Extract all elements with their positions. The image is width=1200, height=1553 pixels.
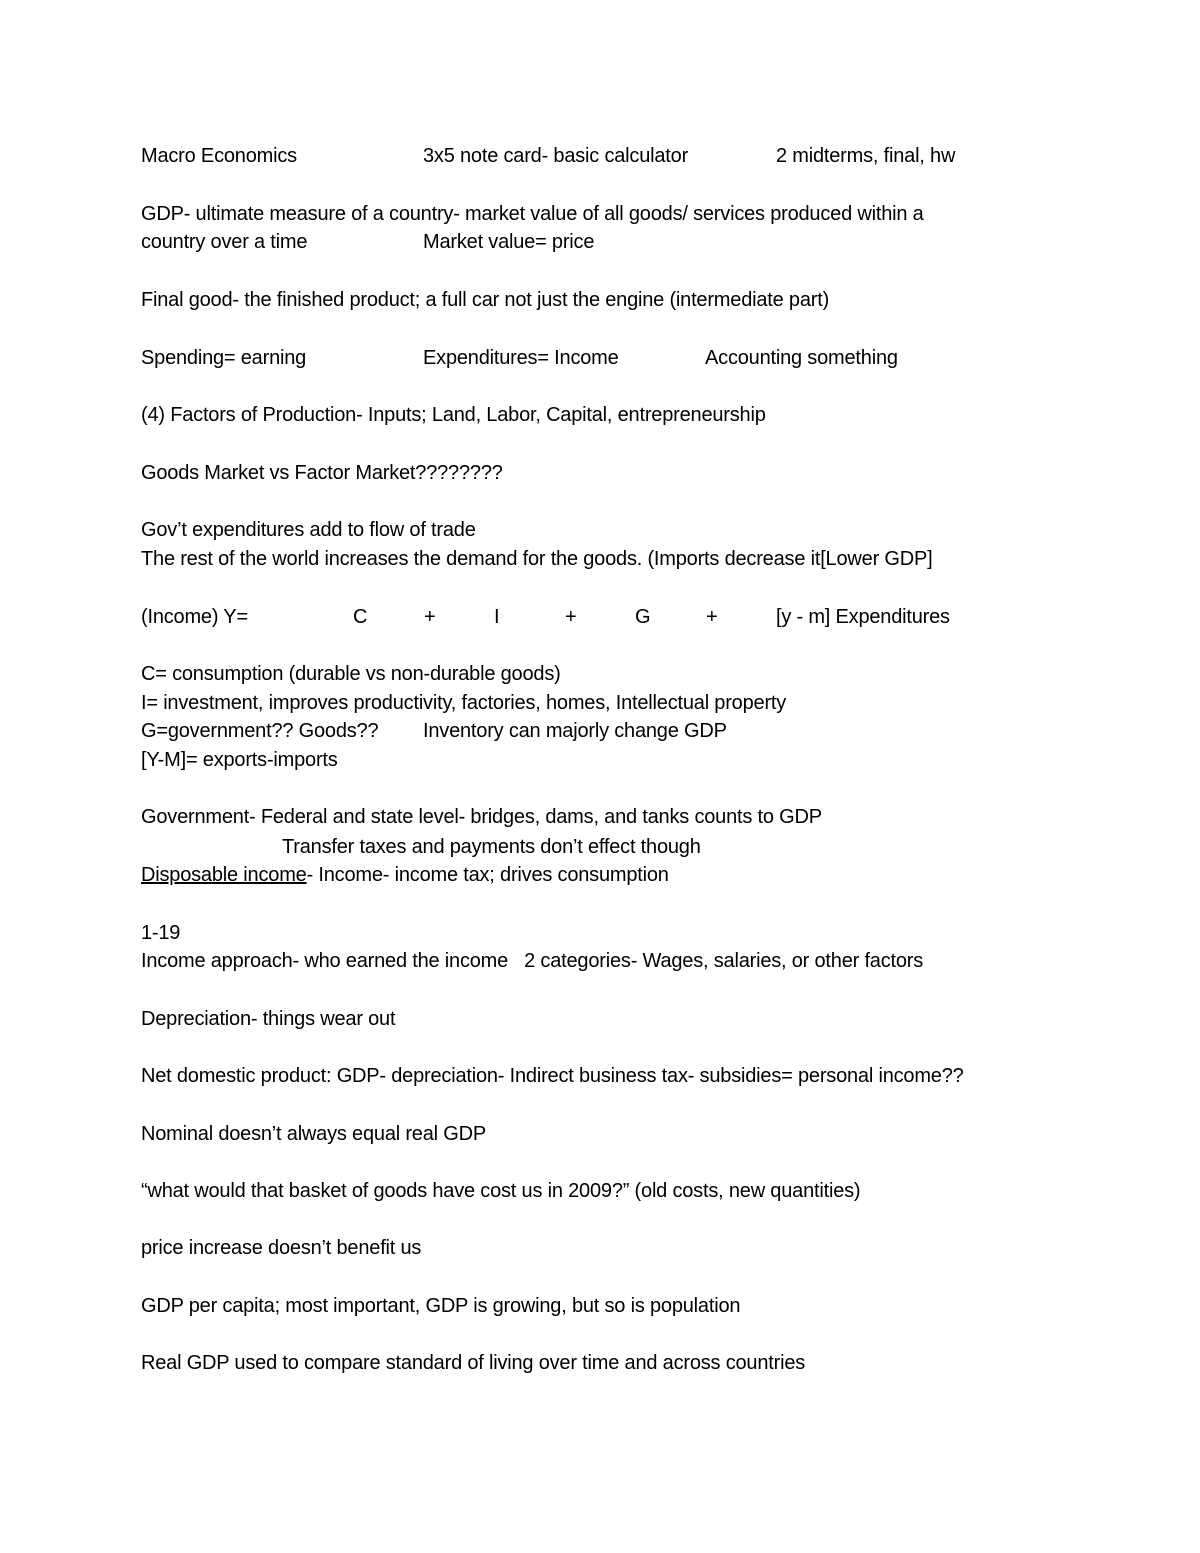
disposable-income-term: Disposable income [141, 864, 307, 886]
income-approach-note: Income approach- who earned the income 2 categories- Wages, salaries, or other factors [141, 950, 924, 972]
gdp-per-capita-note: GDP per capita; most important, GDP is growing, but so is population [141, 1295, 741, 1317]
transfer-payments-note: Transfer taxes and payments don’t effect though [282, 836, 701, 858]
grading-components: 2 midterms, final, hw [776, 145, 956, 167]
equation-plus-1: + [424, 606, 436, 628]
exam-materials: 3x5 note card- basic calculator [423, 145, 689, 167]
price-increase-note: price increase doesn’t benefit us [141, 1237, 422, 1259]
equation-plus-2: + [565, 606, 577, 628]
nominal-vs-real-note: Nominal doesn’t always equal real GDP [141, 1123, 486, 1145]
disposable-income-line [141, 863, 669, 887]
spending-earning: Spending= earning [141, 347, 307, 369]
equation-net-exports: [y - m] Expenditures [776, 606, 950, 628]
factors-of-production: (4) Factors of Production- Inputs; Land, Labor, Capital, entrepreneurship [141, 404, 766, 426]
market-value-note: Market value= price [423, 231, 595, 253]
consumption-note: C= consumption (durable vs non-durable goods) [141, 663, 561, 685]
government-component: G=government?? Goods?? [141, 720, 379, 742]
depreciation-note: Depreciation- things wear out [141, 1008, 396, 1030]
final-good-note: Final good- the finished product; a full car not just the engine (intermediate part) [141, 289, 830, 311]
govt-expenditures-note: Gov’t expenditures add to flow of trade [141, 519, 476, 541]
real-gdp-note: Real GDP used to compare standard of living over time and across countries [141, 1352, 806, 1374]
goods-vs-factor-market: Goods Market vs Factor Market???????? [141, 462, 503, 484]
gdp-definition-line-1: GDP- ultimate measure of a country- market value of all goods/ services produced within a [141, 203, 924, 225]
equation-g: G [635, 606, 651, 628]
equation-lhs: (Income) Y= [141, 606, 248, 628]
date-heading: 1-19 [141, 922, 181, 944]
inventory-note: Inventory can majorly change GDP [423, 720, 727, 742]
equation-c: C [353, 606, 368, 628]
rest-of-world-note: The rest of the world increases the demand for the goods. (Imports decrease it[Lower GDP] [141, 548, 933, 570]
expenditures-income: Expenditures= Income [423, 347, 619, 369]
gdp-definition-continued: country over a time [141, 231, 308, 253]
course-title: Macro Economics [141, 145, 297, 167]
basket-of-goods-note: “what would that basket of goods have cost us in 2009?” (old costs, new quantities) [141, 1180, 861, 1202]
investment-note: I= investment, improves productivity, factories, homes, Intellectual property [141, 692, 787, 714]
government-level-note: Government- Federal and state level- bridges, dams, and tanks counts to GDP [141, 806, 822, 828]
equation-plus-3: + [706, 606, 718, 628]
net-exports-note: [Y-M]= exports-imports [141, 749, 338, 771]
accounting-note: Accounting something [705, 347, 898, 369]
net-domestic-product-note: Net domestic product: GDP- depreciation- Indirect business tax- subsidies= personal income?? [141, 1065, 964, 1087]
disposable-income-definition: - Income- income tax; drives consumption [306, 864, 669, 886]
equation-i: I [494, 606, 500, 628]
